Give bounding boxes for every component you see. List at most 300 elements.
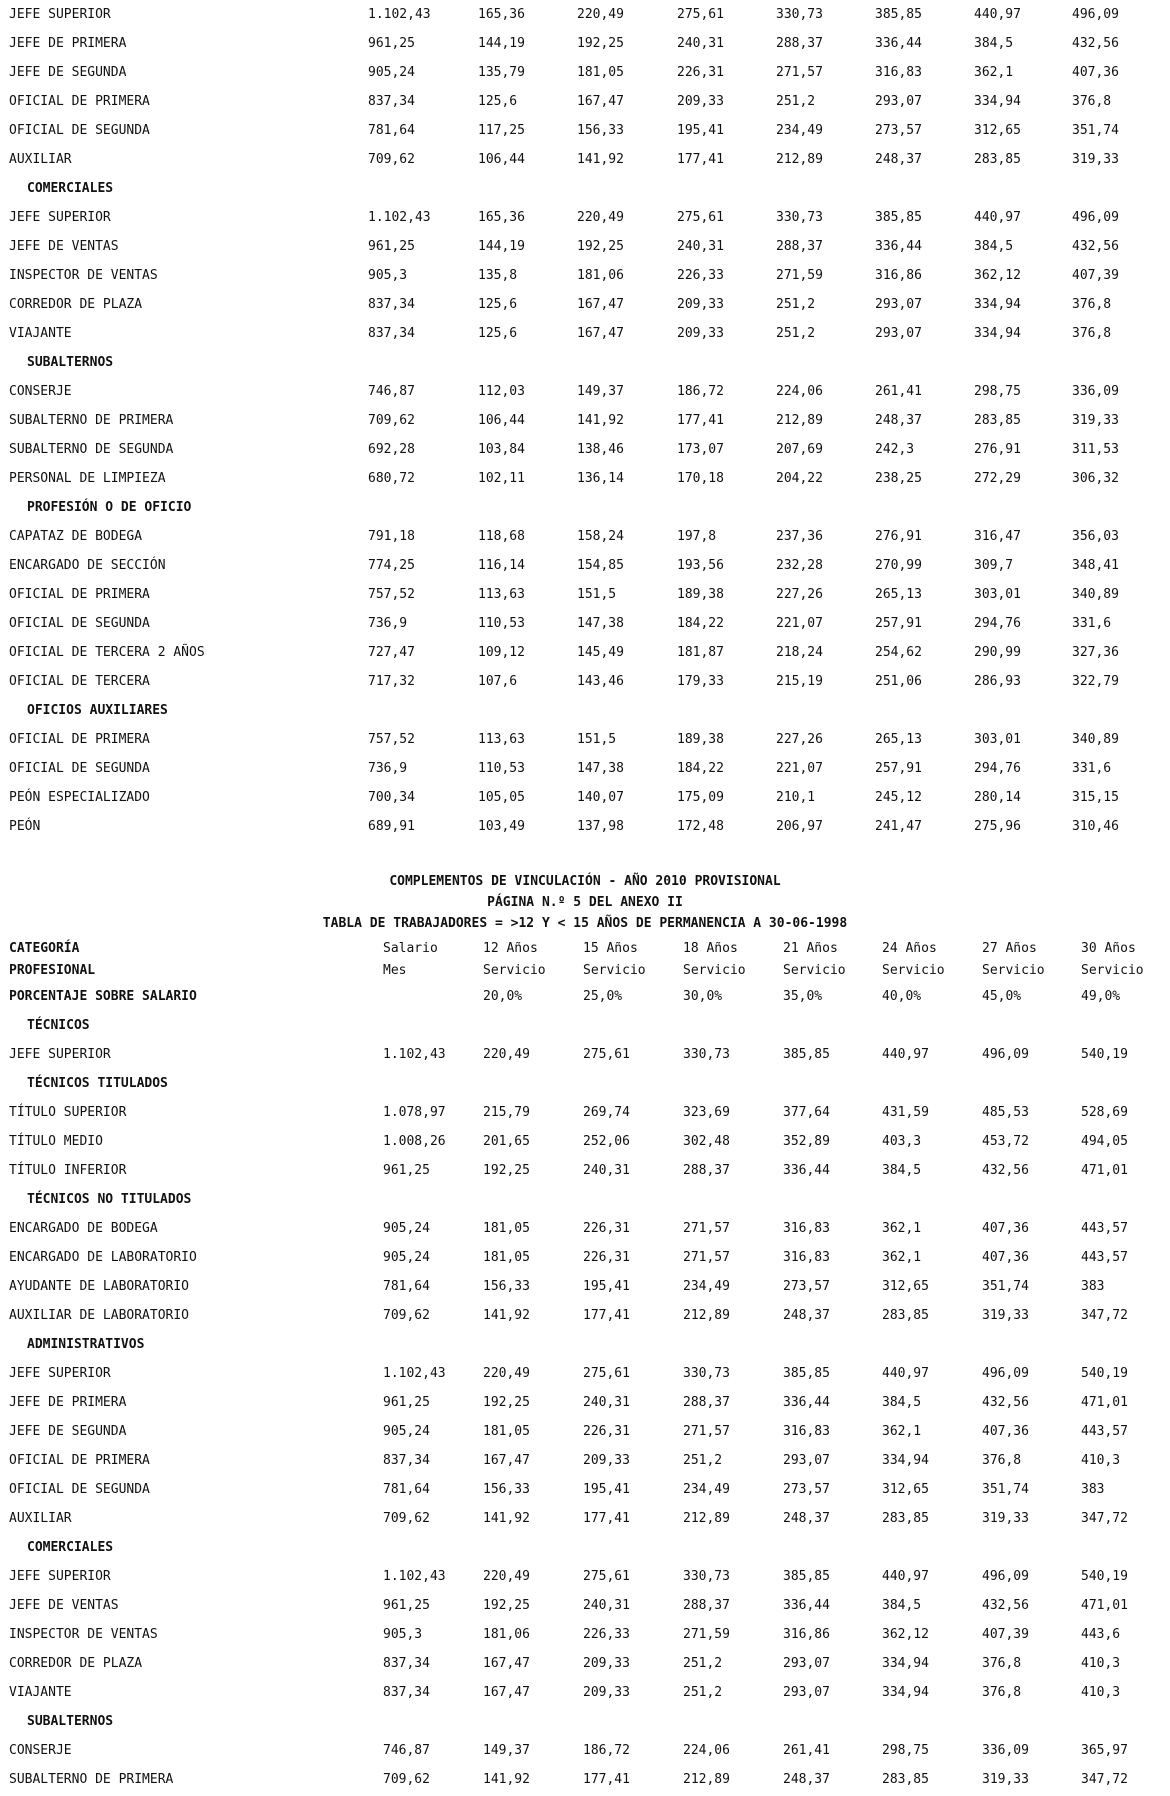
value-cell: 109,12 [478, 645, 525, 660]
value-cell: 961,25 [383, 1598, 430, 1613]
value-cell: 240,31 [583, 1163, 630, 1178]
value-cell: 348,41 [1072, 558, 1119, 573]
section-title: COMERCIALES [27, 1540, 114, 1555]
value-cell: 221,07 [776, 761, 823, 776]
value-cell: 192,25 [577, 36, 624, 51]
value-cell: 181,06 [577, 268, 624, 283]
value-cell: 251,2 [776, 94, 816, 109]
value-cell: 485,53 [982, 1105, 1029, 1120]
value-cell: 144,19 [478, 36, 525, 51]
value-cell: 443,57 [1081, 1250, 1128, 1265]
value-cell: 471,01 [1081, 1395, 1128, 1410]
value-cell: 273,57 [783, 1279, 830, 1294]
value-cell: 272,29 [974, 471, 1021, 486]
table-row [0, 1359, 1170, 1388]
section-title: TÉCNICOS NO TITULADOS [27, 1192, 192, 1207]
value-cell: 220,49 [483, 1047, 530, 1062]
category-cell: JEFE SUPERIOR [9, 1569, 111, 1584]
category-cell: PEÓN [9, 819, 41, 834]
value-cell: 316,47 [974, 529, 1021, 544]
value-cell: 151,5 [577, 732, 617, 747]
value-cell: 242,3 [875, 442, 915, 457]
value-cell: 251,2 [683, 1685, 723, 1700]
value-cell: 331,6 [1072, 761, 1112, 776]
value-cell: 961,25 [368, 36, 415, 51]
value-cell: 709,62 [383, 1511, 430, 1526]
value-cell: 362,12 [974, 268, 1021, 283]
header-col-servicio: Servicio [1081, 963, 1144, 978]
value-cell: 356,03 [1072, 529, 1119, 544]
value-cell: 254,62 [875, 645, 922, 660]
value-cell: 170,18 [677, 471, 724, 486]
value-cell: 30,0% [683, 989, 723, 1004]
value-cell: 351,74 [982, 1482, 1029, 1497]
value-cell: 309,7 [974, 558, 1014, 573]
value-cell: 432,56 [982, 1163, 1029, 1178]
value-cell: 443,6 [1081, 1627, 1121, 1642]
value-cell: 384,5 [882, 1598, 922, 1613]
table-row [0, 1156, 1170, 1185]
value-cell: 330,73 [776, 7, 823, 22]
header-col-servicio: Servicio [683, 963, 746, 978]
table-row [0, 1272, 1170, 1301]
value-cell: 689,91 [368, 819, 415, 834]
table-row [0, 1417, 1170, 1446]
value-cell: 212,89 [776, 413, 823, 428]
category-cell: CONSERJE [9, 1743, 72, 1758]
category-cell: JEFE SUPERIOR [9, 1047, 111, 1062]
value-cell: 746,87 [368, 384, 415, 399]
value-cell: 275,61 [677, 210, 724, 225]
value-cell: 290,99 [974, 645, 1021, 660]
value-cell: 224,06 [776, 384, 823, 399]
header-col-12: 12 Años [483, 941, 538, 956]
value-cell: 312,65 [974, 123, 1021, 138]
value-cell: 410,3 [1081, 1453, 1121, 1468]
value-cell: 709,62 [383, 1772, 430, 1787]
table-row [0, 1301, 1170, 1330]
value-cell: 271,57 [683, 1424, 730, 1439]
value-cell: 385,85 [875, 7, 922, 22]
value-cell: 189,38 [677, 732, 724, 747]
value-cell: 961,25 [368, 239, 415, 254]
table-row [0, 29, 1170, 58]
value-cell: 193,56 [677, 558, 724, 573]
value-cell: 1.102,43 [368, 210, 431, 225]
header-col-30: 30 Años [1081, 941, 1136, 956]
section-title: PROFESIÓN O DE OFICIO [27, 500, 192, 515]
value-cell: 347,72 [1081, 1772, 1128, 1787]
value-cell: 432,56 [1072, 36, 1119, 51]
value-cell: 365,97 [1081, 1743, 1128, 1758]
table-2 [0, 938, 1170, 1794]
table-row [0, 87, 1170, 116]
value-cell: 288,37 [683, 1163, 730, 1178]
value-cell: 1.008,26 [383, 1134, 446, 1149]
value-cell: 251,2 [776, 297, 816, 312]
value-cell: 181,05 [483, 1221, 530, 1236]
value-cell: 117,25 [478, 123, 525, 138]
value-cell: 141,92 [577, 152, 624, 167]
table-row [0, 1678, 1170, 1707]
value-cell: 528,69 [1081, 1105, 1128, 1120]
value-cell: 709,62 [383, 1308, 430, 1323]
value-cell: 195,41 [583, 1482, 630, 1497]
table-row [0, 1765, 1170, 1794]
value-cell: 384,5 [974, 36, 1014, 51]
table-row [0, 1040, 1170, 1069]
value-cell: 113,63 [478, 732, 525, 747]
value-cell: 227,26 [776, 732, 823, 747]
value-cell: 407,36 [982, 1250, 1029, 1265]
value-cell: 212,89 [683, 1308, 730, 1323]
value-cell: 746,87 [383, 1743, 430, 1758]
value-cell: 905,3 [368, 268, 408, 283]
value-cell: 384,5 [882, 1395, 922, 1410]
table-row [0, 638, 1170, 667]
value-cell: 961,25 [383, 1163, 430, 1178]
category-cell: OFICIAL DE SEGUNDA [9, 1482, 150, 1497]
table-row [0, 58, 1170, 87]
value-cell: 184,22 [677, 616, 724, 631]
category-cell: AUXILIAR [9, 152, 72, 167]
value-cell: 540,19 [1081, 1569, 1128, 1584]
value-cell: 204,22 [776, 471, 823, 486]
value-cell: 156,33 [483, 1482, 530, 1497]
category-cell: OFICIAL DE PRIMERA [9, 732, 150, 747]
table-1-body [0, 0, 1170, 841]
value-cell: 125,6 [478, 297, 518, 312]
value-cell: 141,92 [483, 1308, 530, 1323]
value-cell: 135,79 [478, 65, 525, 80]
value-cell: 403,3 [882, 1134, 922, 1149]
section-row [0, 1069, 1170, 1098]
value-cell: 257,91 [875, 761, 922, 776]
value-cell: 336,09 [982, 1743, 1029, 1758]
value-cell: 251,2 [776, 326, 816, 341]
section-title: ADMINISTRATIVOS [27, 1337, 145, 1352]
table-2-header-row-1 [0, 938, 1170, 960]
value-cell: 138,46 [577, 442, 624, 457]
value-cell: 209,33 [677, 297, 724, 312]
value-cell: 293,07 [875, 326, 922, 341]
value-cell: 261,41 [783, 1743, 830, 1758]
value-cell: 288,37 [776, 239, 823, 254]
value-cell: 224,06 [683, 1743, 730, 1758]
value-cell: 248,37 [875, 152, 922, 167]
value-cell: 336,44 [783, 1598, 830, 1613]
value-cell: 383 [1081, 1482, 1105, 1497]
value-cell: 207,69 [776, 442, 823, 457]
value-cell: 310,46 [1072, 819, 1119, 834]
value-cell: 336,09 [1072, 384, 1119, 399]
value-cell: 192,25 [577, 239, 624, 254]
category-cell: INSPECTOR DE VENTAS [9, 268, 158, 283]
value-cell: 376,8 [982, 1453, 1022, 1468]
value-cell: 791,18 [368, 529, 415, 544]
value-cell: 362,1 [974, 65, 1014, 80]
value-cell: 302,48 [683, 1134, 730, 1149]
table-row [0, 1504, 1170, 1533]
header-col-21: 21 Años [783, 941, 838, 956]
value-cell: 316,83 [783, 1221, 830, 1236]
table-row [0, 609, 1170, 638]
title-line-2: PÁGINA N.º 5 DEL ANEXO II [487, 895, 683, 910]
value-cell: 336,44 [783, 1163, 830, 1178]
value-cell: 315,15 [1072, 790, 1119, 805]
category-cell: JEFE DE VENTAS [9, 1598, 119, 1613]
value-cell: 1.102,43 [383, 1366, 446, 1381]
value-cell: 197,8 [677, 529, 717, 544]
table-row [0, 1127, 1170, 1156]
value-cell: 440,97 [882, 1047, 929, 1062]
value-cell: 362,1 [882, 1221, 922, 1236]
value-cell: 453,72 [982, 1134, 1029, 1149]
value-cell: 1.102,43 [383, 1047, 446, 1062]
value-cell: 192,25 [483, 1395, 530, 1410]
table-row [0, 1620, 1170, 1649]
percentage-row [0, 982, 1170, 1011]
value-cell: 1.078,97 [383, 1105, 446, 1120]
value-cell: 334,94 [882, 1656, 929, 1671]
value-cell: 471,01 [1081, 1163, 1128, 1178]
section-title: TÉCNICOS [27, 1018, 90, 1033]
value-cell: 276,91 [875, 529, 922, 544]
value-cell: 336,44 [783, 1395, 830, 1410]
value-cell: 283,85 [882, 1308, 929, 1323]
value-cell: 298,75 [882, 1743, 929, 1758]
section-row [0, 1707, 1170, 1736]
table-row [0, 551, 1170, 580]
category-cell: VIAJANTE [9, 326, 72, 341]
value-cell: 362,1 [882, 1424, 922, 1439]
value-cell: 167,47 [577, 326, 624, 341]
category-cell: ENCARGADO DE BODEGA [9, 1221, 158, 1236]
value-cell: 376,8 [1072, 297, 1112, 312]
value-cell: 700,34 [368, 790, 415, 805]
value-cell: 151,5 [577, 587, 617, 602]
value-cell: 103,84 [478, 442, 525, 457]
value-cell: 248,37 [875, 413, 922, 428]
table-row [0, 1243, 1170, 1272]
category-cell: OFICIAL DE SEGUNDA [9, 761, 150, 776]
value-cell: 316,86 [875, 268, 922, 283]
value-cell: 218,24 [776, 645, 823, 660]
value-cell: 440,97 [882, 1366, 929, 1381]
value-cell: 362,1 [882, 1250, 922, 1265]
category-cell: ENCARGADO DE SECCIÓN [9, 558, 166, 573]
value-cell: 226,31 [583, 1250, 630, 1265]
value-cell: 226,31 [583, 1424, 630, 1439]
value-cell: 280,14 [974, 790, 1021, 805]
value-cell: 496,09 [982, 1569, 1029, 1584]
header-col-servicio: Servicio [982, 963, 1045, 978]
table-row [0, 290, 1170, 319]
value-cell: 238,25 [875, 471, 922, 486]
value-cell: 209,33 [677, 94, 724, 109]
value-cell: 210,1 [776, 790, 816, 805]
category-cell: AUXILIAR DE LABORATORIO [9, 1308, 190, 1323]
value-cell: 298,75 [974, 384, 1021, 399]
table-row [0, 754, 1170, 783]
value-cell: 336,44 [875, 36, 922, 51]
value-cell: 105,05 [478, 790, 525, 805]
value-cell: 377,64 [783, 1105, 830, 1120]
value-cell: 905,24 [383, 1221, 430, 1236]
value-cell: 226,31 [677, 65, 724, 80]
value-cell: 45,0% [982, 989, 1022, 1004]
value-cell: 443,57 [1081, 1424, 1128, 1439]
table-2-body [0, 982, 1170, 1794]
section-row [0, 493, 1170, 522]
value-cell: 905,24 [368, 65, 415, 80]
value-cell: 494,05 [1081, 1134, 1128, 1149]
category-cell: CORREDOR DE PLAZA [9, 297, 143, 312]
value-cell: 407,39 [1072, 268, 1119, 283]
value-cell: 141,92 [483, 1772, 530, 1787]
value-cell: 275,61 [583, 1569, 630, 1584]
value-cell: 147,38 [577, 761, 624, 776]
value-cell: 245,12 [875, 790, 922, 805]
header-col-24: 24 Años [882, 941, 937, 956]
value-cell: 226,33 [677, 268, 724, 283]
value-cell: 293,07 [875, 297, 922, 312]
value-cell: 248,37 [783, 1511, 830, 1526]
value-cell: 103,49 [478, 819, 525, 834]
value-cell: 118,68 [478, 529, 525, 544]
value-cell: 286,93 [974, 674, 1021, 689]
category-cell: JEFE DE VENTAS [9, 239, 119, 254]
value-cell: 283,85 [882, 1772, 929, 1787]
value-cell: 209,33 [583, 1453, 630, 1468]
table-row [0, 812, 1170, 841]
value-cell: 327,36 [1072, 645, 1119, 660]
table-row [0, 232, 1170, 261]
value-cell: 322,79 [1072, 674, 1119, 689]
value-cell: 189,38 [677, 587, 724, 602]
value-cell: 330,73 [683, 1047, 730, 1062]
value-cell: 283,85 [974, 152, 1021, 167]
value-cell: 209,33 [677, 326, 724, 341]
value-cell: 312,65 [882, 1482, 929, 1497]
category-cell: SUBALTERNO DE PRIMERA [9, 413, 174, 428]
table-row [0, 783, 1170, 812]
value-cell: 179,33 [677, 674, 724, 689]
value-cell: 471,01 [1081, 1598, 1128, 1613]
value-cell: 181,05 [483, 1250, 530, 1265]
value-cell: 173,07 [677, 442, 724, 457]
value-cell: 257,91 [875, 616, 922, 631]
value-cell: 241,47 [875, 819, 922, 834]
value-cell: 837,34 [383, 1656, 430, 1671]
value-cell: 220,49 [483, 1569, 530, 1584]
value-cell: 112,03 [478, 384, 525, 399]
value-cell: 237,36 [776, 529, 823, 544]
category-cell: AYUDANTE DE LABORATORIO [9, 1279, 190, 1294]
value-cell: 1.102,43 [368, 7, 431, 22]
value-cell: 757,52 [368, 732, 415, 747]
value-cell: 177,41 [677, 413, 724, 428]
value-cell: 181,05 [483, 1424, 530, 1439]
value-cell: 234,49 [776, 123, 823, 138]
value-cell: 443,57 [1081, 1221, 1128, 1236]
value-cell: 110,53 [478, 616, 525, 631]
value-cell: 269,74 [583, 1105, 630, 1120]
value-cell: 774,25 [368, 558, 415, 573]
value-cell: 136,14 [577, 471, 624, 486]
value-cell: 137,98 [577, 819, 624, 834]
category-cell: VIAJANTE [9, 1685, 72, 1700]
table-row [0, 319, 1170, 348]
value-cell: 431,59 [882, 1105, 929, 1120]
value-cell: 330,73 [683, 1366, 730, 1381]
value-cell: 192,25 [483, 1598, 530, 1613]
value-cell: 154,85 [577, 558, 624, 573]
value-cell: 186,72 [583, 1743, 630, 1758]
table-row [0, 580, 1170, 609]
value-cell: 311,53 [1072, 442, 1119, 457]
header-category-2: PROFESIONAL [9, 963, 96, 978]
value-cell: 496,09 [1072, 210, 1119, 225]
value-cell: 116,14 [478, 558, 525, 573]
table-row [0, 1446, 1170, 1475]
value-cell: 717,32 [368, 674, 415, 689]
value-cell: 283,85 [882, 1511, 929, 1526]
section-title: OFICIOS AUXILIARES [27, 703, 168, 718]
value-cell: 240,31 [677, 36, 724, 51]
value-cell: 167,47 [483, 1685, 530, 1700]
table-row [0, 377, 1170, 406]
value-cell: 407,36 [982, 1424, 1029, 1439]
category-cell: OFICIAL DE TERCERA 2 AÑOS [9, 645, 205, 660]
category-cell: JEFE DE PRIMERA [9, 36, 127, 51]
value-cell: 135,8 [478, 268, 518, 283]
value-cell: 113,63 [478, 587, 525, 602]
value-cell: 106,44 [478, 413, 525, 428]
value-cell: 167,47 [577, 94, 624, 109]
value-cell: 496,09 [982, 1047, 1029, 1062]
value-cell: 140,07 [577, 790, 624, 805]
value-cell: 234,49 [683, 1279, 730, 1294]
value-cell: 165,36 [478, 7, 525, 22]
value-cell: 376,8 [1072, 326, 1112, 341]
value-cell: 837,34 [383, 1453, 430, 1468]
value-cell: 251,2 [683, 1453, 723, 1468]
value-cell: 240,31 [677, 239, 724, 254]
value-cell: 145,49 [577, 645, 624, 660]
value-cell: 288,37 [683, 1598, 730, 1613]
value-cell: 362,12 [882, 1627, 929, 1642]
value-cell: 293,07 [783, 1685, 830, 1700]
value-cell: 271,59 [776, 268, 823, 283]
value-cell: 440,97 [974, 7, 1021, 22]
value-cell: 781,64 [383, 1279, 430, 1294]
value-cell: 181,06 [483, 1627, 530, 1642]
table-row [0, 667, 1170, 696]
value-cell: 319,33 [1072, 152, 1119, 167]
value-cell: 961,25 [383, 1395, 430, 1410]
value-cell: 334,94 [882, 1453, 929, 1468]
value-cell: 384,5 [974, 239, 1014, 254]
value-cell: 837,34 [368, 326, 415, 341]
value-cell: 177,41 [583, 1772, 630, 1787]
table-row [0, 522, 1170, 551]
value-cell: 293,07 [875, 94, 922, 109]
value-cell: 330,73 [776, 210, 823, 225]
value-cell: 837,34 [383, 1685, 430, 1700]
value-cell: 905,24 [383, 1250, 430, 1265]
value-cell: 837,34 [368, 297, 415, 312]
